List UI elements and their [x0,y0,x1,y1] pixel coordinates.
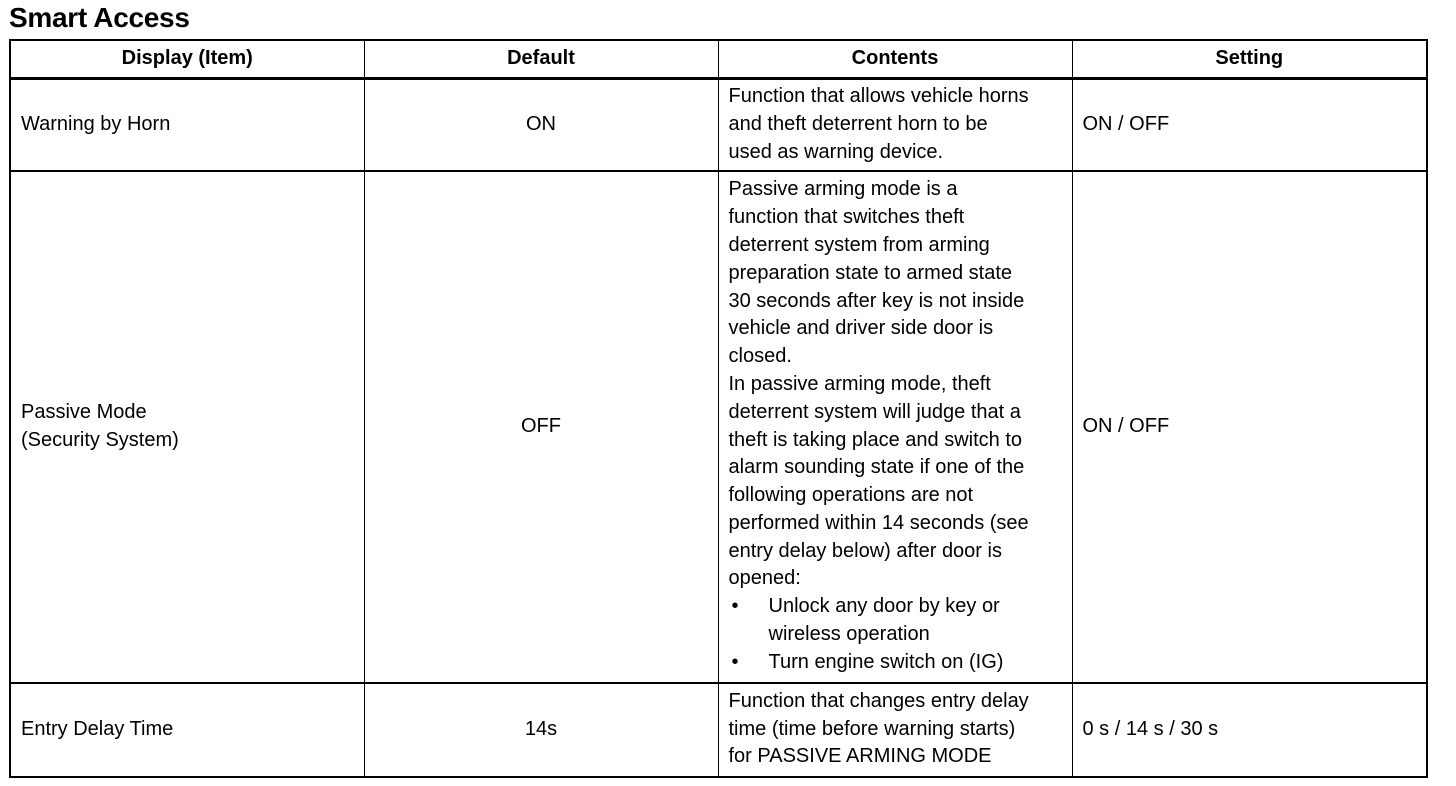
cell-contents [718,171,1072,683]
cell-default: ON [364,79,718,171]
table-row [10,683,1427,777]
contents-text-line: Function that changes entry delay [728,689,1029,712]
cell-setting: 0 s / 14 s / 30 s [1072,683,1427,777]
item-text-line: Warning by Horn [21,112,171,135]
item-text-line: Passive Mode [21,400,147,423]
table-row [10,171,1427,683]
bullet-list [729,593,1062,676]
smart-access-table [9,39,1428,778]
column-header-display-item: Display (Item) [10,40,364,79]
contents-text-line: entry delay below) after door is [728,539,1002,562]
contents-text-line: 30 seconds after key is not inside [728,289,1025,312]
contents-text-line: deterrent system from arming [728,233,990,256]
table-row [10,79,1427,171]
bullet-text-line: Unlock any door by key or [768,595,1000,618]
contents-text-line: preparation state to armed state [728,261,1012,284]
cell-setting: ON / OFF [1072,79,1427,171]
cell-contents [718,683,1072,777]
contents-text-line: vehicle and driver side door is [728,317,994,340]
contents-text-line: performed within 14 seconds (see [728,511,1029,534]
column-header-setting: Setting [1072,40,1427,79]
contents-text-line: and theft deterrent horn to be [728,112,988,135]
list-item [729,649,1062,677]
contents-text-line: alarm sounding state if one of the [728,456,1025,479]
column-header-default: Default [364,40,718,79]
cell-default: OFF [364,171,718,683]
page-title: Smart Access [9,2,190,33]
cell-default: 14s [364,683,718,777]
table-header-row [10,40,1427,79]
cell-setting: ON / OFF [1072,171,1427,683]
contents-text-line: function that switches theft [728,206,965,229]
cell-display-item [10,683,364,777]
contents-text-line: following operations are not [728,484,974,507]
table-body [10,79,1427,777]
contents-text-line: for PASSIVE ARMING MODE [728,745,992,768]
bullet-text-line: Turn engine switch on (IG) [768,650,1004,673]
cell-contents [718,79,1072,171]
item-text-line: (Security System) [21,428,179,451]
cell-display-item [10,79,364,171]
contents-text-line: theft is taking place and switch to [728,428,1022,451]
contents-text-line: Function that allows vehicle horns [728,85,1029,108]
item-text-line: Entry Delay Time [21,717,174,740]
column-header-contents: Contents [718,40,1072,79]
bullet-icon: • [731,595,739,618]
contents-text-line: opened: [728,567,801,590]
bullet-icon: • [731,650,739,673]
contents-text-line: used as warning device. [728,140,944,163]
contents-text-line: deterrent system will judge that a [728,400,1021,423]
bullet-text-line: wireless operation [768,623,930,646]
list-item [729,593,1062,649]
contents-text-line: Passive arming mode is a [728,178,958,201]
cell-display-item [10,171,364,683]
contents-text-line: In passive arming mode, theft [728,372,991,395]
contents-text-line: time (time before warning starts) [728,717,1016,740]
contents-text-line: closed. [728,345,792,368]
